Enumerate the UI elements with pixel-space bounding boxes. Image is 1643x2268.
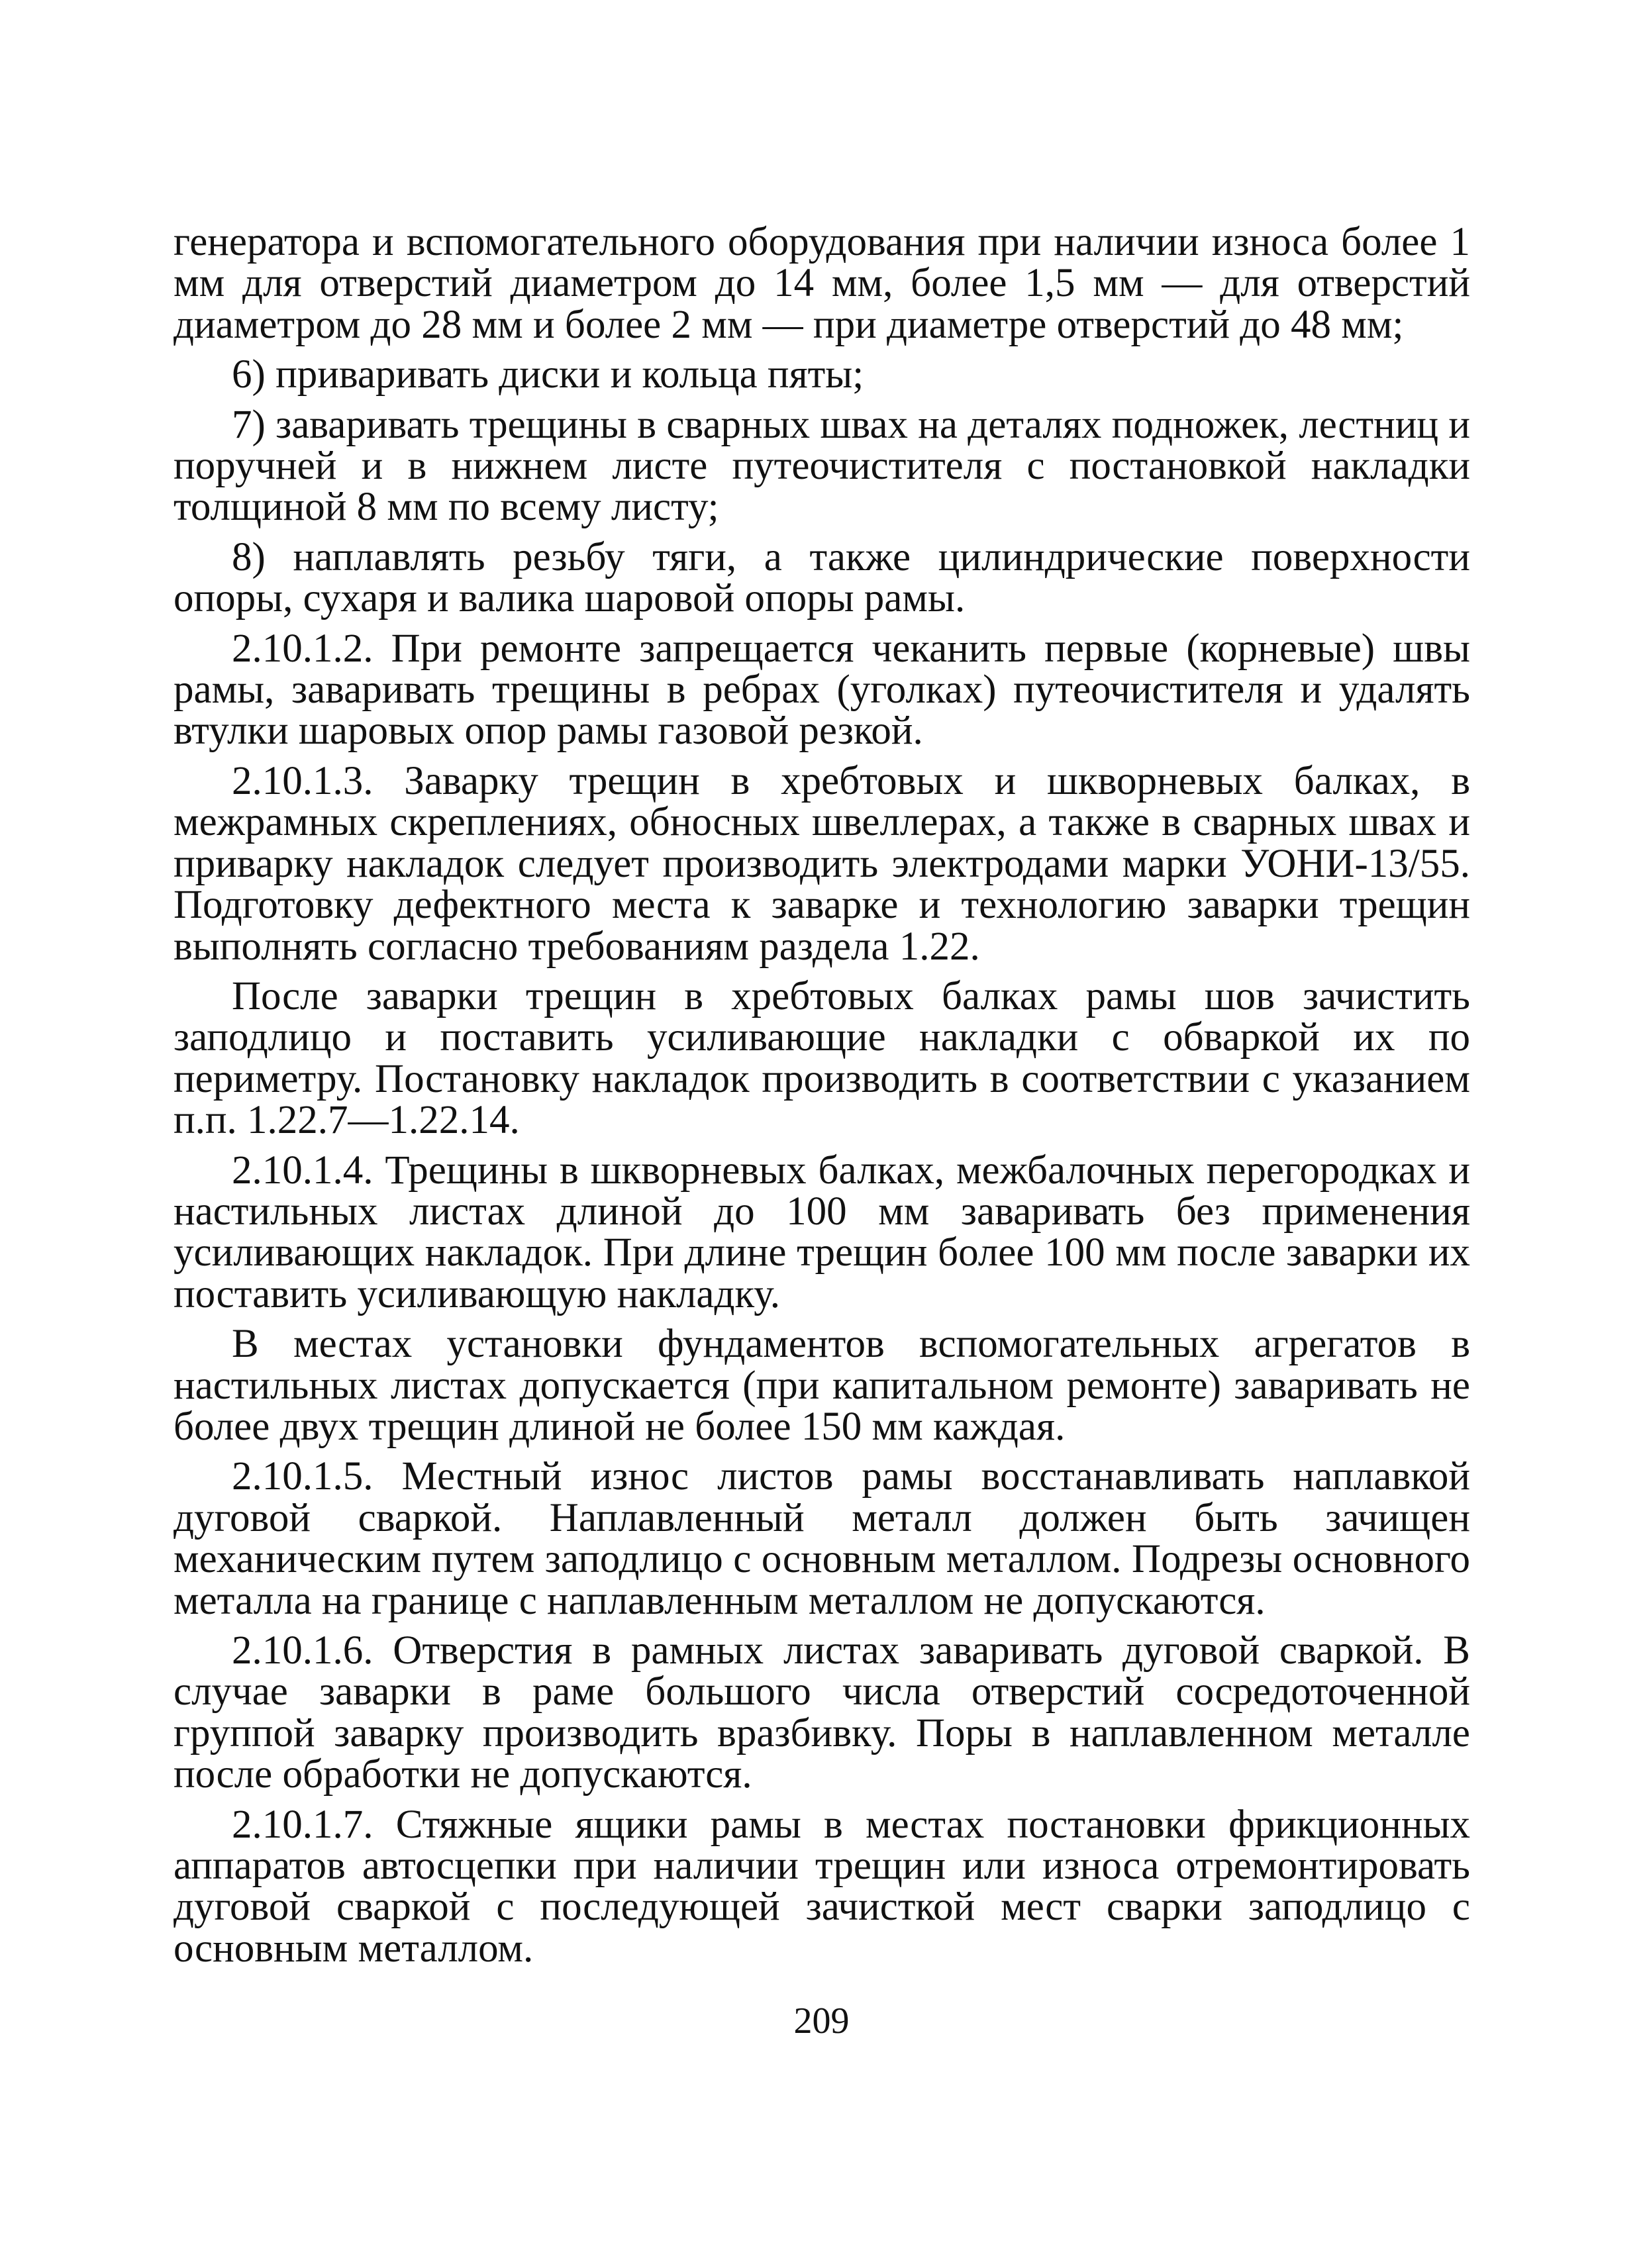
paragraph-2-10-1-3: 2.10.1.3. Заварку трещин в хребтовых и шкворневых балках, в межрамных скреплениях, обносных швеллерах, а также в сварных швах и приварку накладок следует производить электродами марки УОНИ-13/55. Подготовку дефектного места к заварке и технологию заварки трещин выполнять согласно требованиям раздела 1.22. [174,758,1470,969]
paragraph-continued: генератора и вспомогательного оборудования при наличии износа более 1 мм для отверстий диаметром до 14 мм, более 1,5 мм — для отверстий диаметром до 28 мм и более 2 мм — при диаметре отверстий до 48 мм; [174,220,1470,347]
paragraph-2-10-1-5: 2.10.1.5. Местный износ листов рамы восстанавливать наплавкой дуговой сваркой. Наплавленный металл должен быть зачищен механическим путем заподлицо с основным металлом. Подрезы основного металла на границе с наплавленным металлом не допускаются. [174,1454,1470,1623]
paragraph-item-7: 7) заваривать трещины в сварных швах на деталях подножек, лестниц и поручней и в нижнем листе путеочистителя с постановкой накладки толщиной 8 мм по всему листу; [174,402,1470,530]
paragraph-2-10-1-2: 2.10.1.2. При ремонте запрещается чеканить первые (корневые) швы рамы, заваривать трещины в ребрах (уголках) путеочистителя и удалять втулки шаровых опор рамы газовой резкой. [174,626,1470,754]
document-page [174,222,1470,2010]
paragraph-2-10-1-4: 2.10.1.4. Трещины в шкворневых балках, межбалочных перегородках и настильных листах длиной до 100 мм заваривать без применения усиливающих накладок. При длине трещин более 100 мм после заварки их поставить усиливающую накладку. [174,1148,1470,1316]
paragraph-item-8: 8) наплавлять резьбу тяги, а также цилиндрические поверхности опоры, сухаря и валика шаровой опоры рамы. [174,534,1470,621]
paragraph-2-10-1-6: 2.10.1.6. Отверстия в рамных листах заваривать дуговой сваркой. В случае заварки в раме большого числа отверстий сосредоточенной группой заварку производить вразбивку. Поры в наплавленном металле после обработки не допускаются. [174,1628,1470,1797]
paragraph-foundation-places: В местах установки фундаментов вспомогательных агрегатов в настильных листах допускается (при капитальном ремонте) заваривать не более двух трещин длиной не более 150 мм каждая. [174,1322,1470,1449]
paragraph-item-6: 6) приваривать диски и кольца пяты; [232,352,864,397]
page-number: 209 [793,2000,850,2042]
paragraph-2-10-1-7: 2.10.1.7. Стяжные ящики рамы в местах постановки фрикционных аппаратов автосцепки при наличии трещин или износа отремонтировать дуговой сваркой с последующей зачисткой мест сварки заподлицо с основным металлом. [174,1802,1470,1971]
paragraph-after-welding: После заварки трещин в хребтовых балках рамы шов зачистить заподлицо и поставить усиливающие накладки с обваркой их по периметру. Постановку накладок производить в соответствии с указанием п.п. 1.22.7—1.22.14. [174,973,1470,1143]
